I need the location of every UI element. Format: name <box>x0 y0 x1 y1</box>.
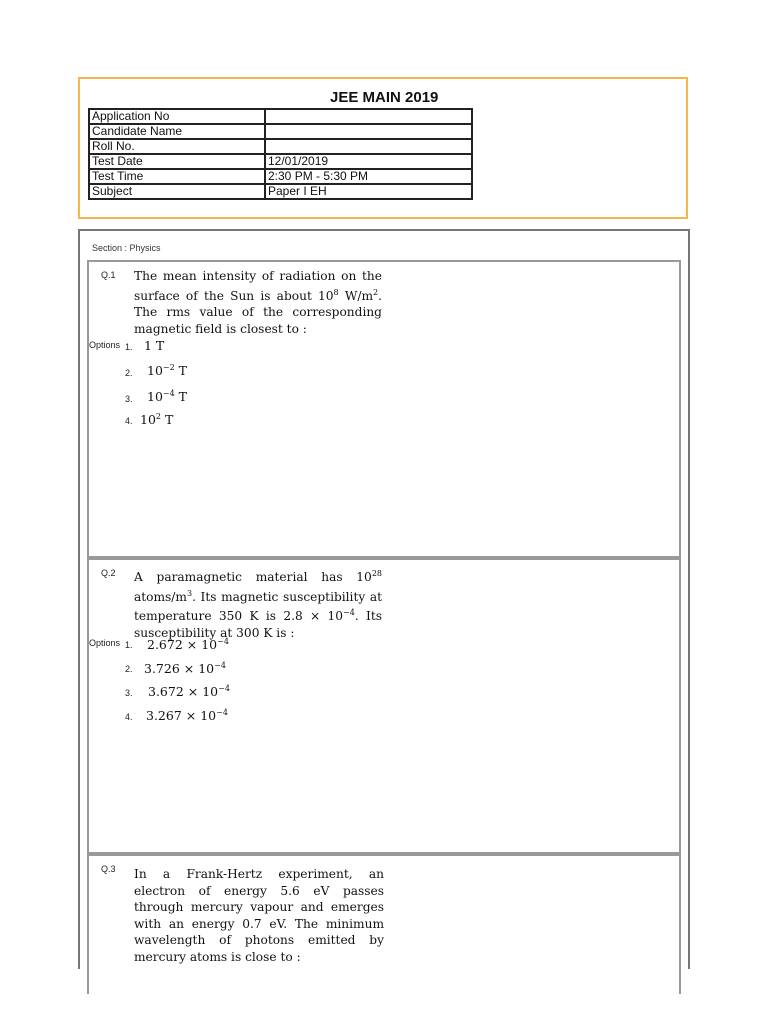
table-row <box>89 154 472 169</box>
section-physics <box>78 229 690 969</box>
section-label: Section : Physics <box>92 243 161 253</box>
table-row <box>89 124 472 139</box>
question-text: A paramagnetic material has $10^{28}$ atoms/$m^3$. Its magnetic susceptibility at temperature 350 K is $2.8 \times 10^{-4}$. Its susceptibility at 300 K is : <box>134 569 382 640</box>
options-label: Options <box>89 638 121 648</box>
question-number: Q.3 <box>101 864 116 874</box>
info-value <box>265 139 472 154</box>
option-4[interactable]: $10^2$ T <box>140 412 174 428</box>
question-text: The mean intensity of radiation on the surface of the Sun is about $10^8$ $W/m^2$. The rms value of the corresponding magnetic field is closest to : <box>134 269 382 336</box>
option-number: 3. <box>125 394 133 404</box>
table-row <box>89 169 472 184</box>
question-number: Q.2 <box>101 568 116 578</box>
table-row <box>89 139 472 154</box>
question-text: In a Frank-Hertz experiment, an electron of energy 5.6 eV passes through mercury vapour and emerges with an energy 0.7 eV. The minimum wavelength of photons emitted by mercury atoms is close to : <box>134 867 384 964</box>
option-1[interactable]: $2.672 \times 10^{-4}$ <box>147 637 229 653</box>
info-value <box>265 109 472 124</box>
info-value: 2:30 PM - 5:30 PM <box>265 169 472 184</box>
info-label: Test Date <box>89 154 265 169</box>
option-4[interactable]: $3.267 \times 10^{-4}$ <box>146 708 228 724</box>
info-label: Candidate Name <box>89 124 265 139</box>
options-label: Options <box>89 340 121 350</box>
option-number: 4. <box>125 416 133 426</box>
question-2 <box>87 558 681 854</box>
info-label: Subject <box>89 184 265 199</box>
info-value: 12/01/2019 <box>265 154 472 169</box>
option-number: 2. <box>125 664 133 674</box>
option-number: 3. <box>125 688 133 698</box>
table-row <box>89 184 472 199</box>
info-label: Roll No. <box>89 139 265 154</box>
option-number: 4. <box>125 712 133 722</box>
question-number: Q.1 <box>101 270 116 280</box>
info-value <box>265 124 472 139</box>
option-number: 1. <box>125 342 133 352</box>
question-3 <box>87 854 681 994</box>
question-1 <box>87 260 681 558</box>
option-1[interactable]: 1 T <box>144 338 165 353</box>
option-3[interactable]: $10^{-4}$ T <box>147 389 188 405</box>
info-value: Paper I EH <box>265 184 472 199</box>
info-label: Test Time <box>89 169 265 184</box>
option-number: 1. <box>125 640 133 650</box>
option-2[interactable]: $3.726 \times 10^{-4}$ <box>144 661 226 677</box>
option-3[interactable]: $3.672 \times 10^{-4}$ <box>148 684 230 700</box>
table-row <box>89 109 472 124</box>
option-2[interactable]: $10^{-2}$ T <box>147 363 188 379</box>
candidate-info-table <box>88 108 473 200</box>
exam-header <box>78 77 688 219</box>
info-label: Application No <box>89 109 265 124</box>
exam-title: JEE MAIN 2019 <box>330 89 439 106</box>
option-number: 2. <box>125 368 133 378</box>
